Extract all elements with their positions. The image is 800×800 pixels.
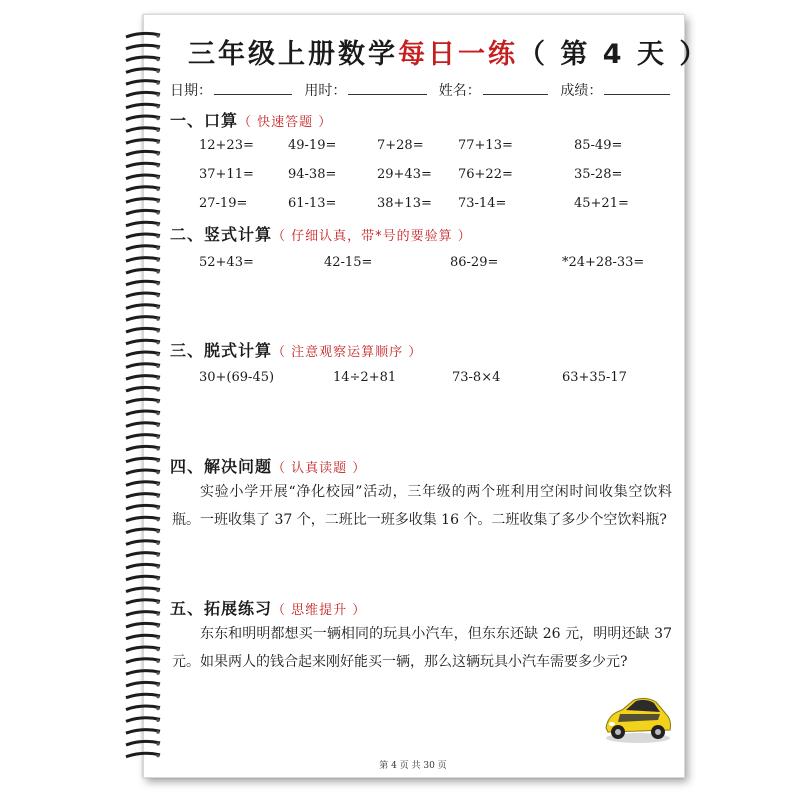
spiral-ring xyxy=(126,612,160,616)
spiral-hole xyxy=(156,188,159,191)
spiral-ring xyxy=(126,293,160,297)
spiral-hole xyxy=(156,530,159,533)
spiral-ring xyxy=(126,33,160,37)
spiral-binding xyxy=(124,30,164,770)
spiral-ring xyxy=(126,376,160,380)
section-oral-heading: 一、口算 xyxy=(170,111,239,130)
spiral-ring xyxy=(126,92,160,96)
section-stepwise-title xyxy=(170,338,422,361)
section-vertical-heading: 二、竖式计算 xyxy=(170,225,273,244)
stepwise-item: 63+35-17 xyxy=(562,370,627,385)
stepwise-item: 14÷2+81 xyxy=(333,370,397,385)
spiral-ring xyxy=(126,446,160,450)
title-main: 三年级上册数学 xyxy=(188,39,398,70)
spiral-ring xyxy=(126,104,160,108)
section-extension-hint: （ 思维提升 ） xyxy=(272,603,367,618)
section-oral-hint: （ 快速答题 ） xyxy=(238,115,333,130)
spiral-hole xyxy=(156,542,159,545)
oral-item: 35-28= xyxy=(574,167,623,182)
section-vertical-title xyxy=(170,222,472,245)
spiral-ring xyxy=(126,328,160,332)
spiral-ring xyxy=(126,564,160,568)
oral-item: 7+28= xyxy=(377,138,424,153)
spiral-ring xyxy=(126,57,160,61)
spiral-ring xyxy=(126,588,160,592)
spiral-ring xyxy=(126,600,160,604)
spiral-hole xyxy=(156,601,159,604)
spiral-hole xyxy=(156,365,159,368)
section-extension-title xyxy=(170,596,366,619)
section-stepwise-heading: 三、脱式计算 xyxy=(170,341,273,360)
problem-text: 实验小学开展“净化校园”活动，三年级的两个班利用空闲时间收集空饮料瓶。一班收集了 37 个，二班比一班多收集 16 个。二班收集了多少个空饮料瓶? xyxy=(172,484,672,528)
spiral-ring xyxy=(126,576,160,580)
spiral-hole xyxy=(156,223,159,226)
spiral-ring xyxy=(126,269,160,273)
spiral-ring xyxy=(126,234,160,238)
oral-item: 29+43= xyxy=(377,167,432,182)
oral-item: 37+11= xyxy=(199,167,254,182)
spiral-ring xyxy=(126,482,160,486)
vertical-item: 86-29= xyxy=(450,255,499,270)
spiral-hole xyxy=(156,200,159,203)
spiral-ring xyxy=(126,81,160,85)
spiral-hole xyxy=(156,282,159,285)
spiral-hole xyxy=(156,577,159,580)
spiral-ring xyxy=(126,647,160,651)
section-problem-title xyxy=(170,454,366,477)
spiral-hole xyxy=(156,660,159,663)
spiral-ring xyxy=(126,305,160,309)
section-extension-heading: 五、拓展练习 xyxy=(170,599,273,618)
spiral-hole xyxy=(156,152,159,155)
vertical-item: 52+43= xyxy=(199,255,254,270)
oral-item: 12+23= xyxy=(199,138,254,153)
title-highlight: 每日一练 xyxy=(398,39,518,70)
spiral-ring xyxy=(126,623,160,627)
oral-item: 61-13= xyxy=(288,196,337,211)
spiral-ring xyxy=(126,281,160,285)
spiral-hole xyxy=(156,483,159,486)
spiral-ring xyxy=(126,541,160,545)
spiral-hole xyxy=(156,353,159,356)
spiral-ring xyxy=(126,753,160,757)
spiral-ring xyxy=(126,458,160,462)
spiral-ring xyxy=(126,210,160,214)
spiral-ring xyxy=(126,635,160,639)
spiral-hole xyxy=(156,506,159,509)
toy-car-icon xyxy=(600,692,674,746)
oral-item: 45+21= xyxy=(574,196,629,211)
spiral-hole xyxy=(156,589,159,592)
spiral-hole xyxy=(156,129,159,132)
spiral-hole xyxy=(156,518,159,521)
spiral-ring xyxy=(126,364,160,368)
spiral-hole xyxy=(156,471,159,474)
spiral-ring xyxy=(126,423,160,427)
page-footer: 第 4 页 共 30 页 xyxy=(379,761,447,771)
spiral-ring xyxy=(126,175,160,179)
spiral-ring xyxy=(126,116,160,120)
stepwise-item: 73-8×4 xyxy=(452,370,501,385)
spiral-ring xyxy=(126,317,160,321)
score-label: 成绩： xyxy=(560,83,603,99)
spiral-hole xyxy=(156,742,159,745)
spiral-hole xyxy=(156,672,159,675)
oral-item: 27-19= xyxy=(199,196,248,211)
spiral-hole xyxy=(156,105,159,108)
spiral-hole xyxy=(156,731,159,734)
date-label: 日期： xyxy=(170,83,212,99)
info-row xyxy=(170,80,670,100)
oral-item: 73-14= xyxy=(458,196,507,211)
oral-item: 85-49= xyxy=(574,138,623,153)
spiral-ring xyxy=(126,222,160,226)
score-field[interactable] xyxy=(604,80,670,95)
spiral-ring xyxy=(126,706,160,710)
spiral-hole xyxy=(156,436,159,439)
spiral-ring xyxy=(126,69,160,73)
section-oral-title xyxy=(170,108,332,131)
spiral-ring xyxy=(126,163,160,167)
oral-item: 49-19= xyxy=(288,138,337,153)
time-label: 用时： xyxy=(304,83,347,99)
spiral-hole xyxy=(156,46,159,49)
spiral-ring xyxy=(126,741,160,745)
spiral-hole xyxy=(156,294,159,297)
spiral-hole xyxy=(156,70,159,73)
spiral-hole xyxy=(156,235,159,238)
stepwise-item: 30+(69-45) xyxy=(199,370,275,385)
spiral-ring xyxy=(126,730,160,734)
spiral-ring xyxy=(126,352,160,356)
spiral-ring xyxy=(126,128,160,132)
page-title xyxy=(188,32,710,71)
spiral-ring xyxy=(126,659,160,663)
spiral-hole xyxy=(156,259,159,262)
spiral-ring xyxy=(126,517,160,521)
spiral-hole xyxy=(156,447,159,450)
spiral-hole xyxy=(156,613,159,616)
spiral-ring xyxy=(126,140,160,144)
name-field[interactable] xyxy=(483,80,549,95)
spiral-hole xyxy=(156,754,159,757)
spiral-hole xyxy=(156,459,159,462)
spiral-hole xyxy=(156,707,159,710)
spiral-hole xyxy=(156,318,159,321)
oral-item: 38+13= xyxy=(377,196,432,211)
section-problem-heading: 四、解决问题 xyxy=(170,457,273,476)
spiral-hole xyxy=(156,82,159,85)
spiral-ring xyxy=(126,258,160,262)
spiral-ring xyxy=(126,246,160,250)
spiral-ring xyxy=(126,340,160,344)
spiral-hole xyxy=(156,93,159,96)
spiral-hole xyxy=(156,270,159,273)
spiral-ring xyxy=(126,45,160,49)
spiral-hole xyxy=(156,424,159,427)
spiral-ring xyxy=(126,671,160,675)
section-stepwise-hint: （ 注意观察运算顺序 ） xyxy=(272,345,423,360)
oral-item: 94-38= xyxy=(288,167,337,182)
spiral-hole xyxy=(156,495,159,498)
spiral-hole xyxy=(156,636,159,639)
spiral-hole xyxy=(156,377,159,380)
spiral-ring xyxy=(126,151,160,155)
spiral-hole xyxy=(156,554,159,557)
vertical-item: 42-15= xyxy=(324,255,373,270)
spiral-hole xyxy=(156,34,159,37)
spiral-ring xyxy=(126,411,160,415)
spiral-ring xyxy=(126,494,160,498)
spiral-ring xyxy=(126,553,160,557)
spiral-hole xyxy=(156,176,159,179)
spiral-hole xyxy=(156,400,159,403)
title-day: （ 第 4 天 ） xyxy=(518,39,710,70)
oral-item: 76+22= xyxy=(458,167,513,182)
spiral-ring xyxy=(126,187,160,191)
spiral-ring xyxy=(126,470,160,474)
extension-text: 东东和明明都想买一辆相同的玩具小汽车，但东东还缺 26 元，明明还缺 37 元。如果两人的钱合起来刚好能买一辆，那么这辆玩具小汽车需要多少元? xyxy=(172,626,672,670)
spiral-hole xyxy=(156,719,159,722)
spiral-ring xyxy=(126,529,160,533)
spiral-hole xyxy=(156,164,159,167)
spiral-hole xyxy=(156,412,159,415)
oral-item: 77+13= xyxy=(458,138,513,153)
section-vertical-hint: （ 仔细认真，带*号的要验算 ） xyxy=(272,229,472,244)
spiral-hole xyxy=(156,683,159,686)
spiral-ring xyxy=(126,435,160,439)
spiral-hole xyxy=(156,58,159,61)
spiral-hole xyxy=(156,624,159,627)
spiral-ring xyxy=(126,694,160,698)
spiral-ring xyxy=(126,387,160,391)
spiral-ring xyxy=(126,505,160,509)
spiral-hole xyxy=(156,117,159,120)
time-field[interactable] xyxy=(348,80,426,95)
vertical-item: *24+28-33= xyxy=(562,255,645,270)
name-label: 姓名： xyxy=(438,83,481,99)
spiral-hole xyxy=(156,388,159,391)
spiral-hole xyxy=(156,247,159,250)
spiral-ring xyxy=(126,682,160,686)
spiral-hole xyxy=(156,695,159,698)
spiral-hole xyxy=(156,329,159,332)
spiral-hole xyxy=(156,141,159,144)
date-field[interactable] xyxy=(214,80,292,95)
spiral-ring xyxy=(126,718,160,722)
spiral-hole xyxy=(156,648,159,651)
spiral-ring xyxy=(126,399,160,403)
spiral-hole xyxy=(156,341,159,344)
spiral-ring xyxy=(126,199,160,203)
spiral-hole xyxy=(156,565,159,568)
spiral-hole xyxy=(156,306,159,309)
spiral-hole xyxy=(156,211,159,214)
section-problem-hint: （ 认真读题 ） xyxy=(272,461,367,476)
